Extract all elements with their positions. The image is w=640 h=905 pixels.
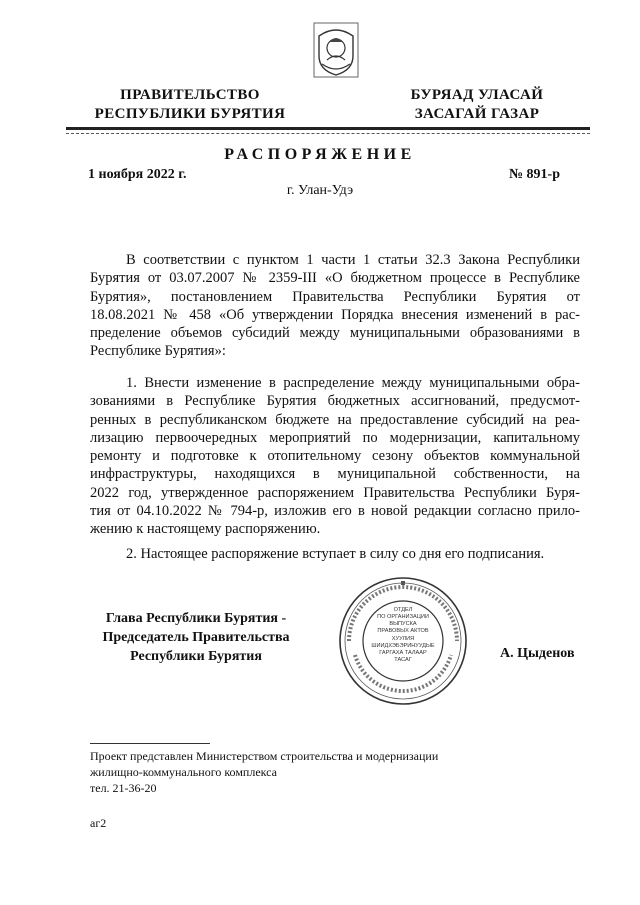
- signature-position: [80, 609, 312, 666]
- header-right-line1: БУРЯАД УЛАСАЙ: [410, 87, 544, 103]
- footer-phone: тел. 21-36-20: [90, 781, 157, 795]
- header-rule: [66, 127, 590, 130]
- svg-text:ШИИДХЭБЭРИНУУДЫЕ: ШИИДХЭБЭРИНУУДЫЕ: [371, 643, 435, 649]
- document-date: 1 ноября 2022 г.: [88, 167, 187, 182]
- document-title: РАСПОРЯЖЕНИЕ: [224, 146, 416, 163]
- footnote-rule: [90, 743, 210, 744]
- header-left-line2: РЕСПУБЛИКИ БУРЯТИЯ: [94, 106, 286, 122]
- svg-text:ХУУЛИЯ: ХУУЛИЯ: [391, 636, 415, 642]
- paragraph-item-2: [90, 545, 580, 563]
- paragraph-item-1: [90, 374, 580, 539]
- text-line: Бурятия», постановлением Правительства Республики Бурятия от: [90, 288, 580, 305]
- text-line: Республике Бурятия»:: [90, 343, 226, 360]
- footer-code: аг2: [90, 816, 107, 830]
- text-line: тия от 04.10.2022 № 794-р, изложив его в новой редакции согласно прило-: [90, 503, 580, 520]
- text-line: инфраструктуры, находящихся в муниципальной собственности, на: [90, 466, 580, 483]
- header-left-line1: ПРАВИТЕЛЬСТВО: [120, 87, 260, 103]
- text-line: 1. Внести изменение в распределение между муниципальными обра-: [126, 375, 580, 391]
- text-line: пределение объемов субсидий между муниципальными образованиями в: [90, 325, 580, 342]
- header-right: [392, 86, 562, 124]
- footer-line1: Проект представлен Министерством строительства и модернизации: [90, 749, 439, 763]
- document-number: № 891-р: [508, 167, 560, 182]
- signature-position-line3: Республики Бурятия: [130, 649, 262, 664]
- text-line: В соответствии с пунктом 1 части 1 статьи 32.3 Закона Республики: [126, 252, 580, 268]
- header-right-line2: ЗАСАГАЙ ГАЗАР: [414, 106, 540, 122]
- footer-note: [90, 748, 438, 796]
- header-left: [90, 86, 290, 124]
- svg-text:ОТДЕЛ: ОТДЕЛ: [393, 607, 413, 613]
- text-line: Бурятия от 03.07.2007 № 2359-III «О бюджетном процессе в Республике: [90, 270, 580, 287]
- svg-text:ТАСАГ: ТАСАГ: [394, 657, 412, 663]
- text-line: ренных в республиканском бюджете на предоставление субсидий на реа-: [90, 411, 580, 428]
- signature-position-line1: Глава Республики Бурятия -: [105, 611, 287, 626]
- text-line: ремонту и подготовке к отопительному сезону объектов коммунальной: [90, 448, 580, 465]
- document-city: г. Улан-Удэ: [286, 183, 354, 198]
- text-line: 2. Настоящее распоряжение вступает в силу со дня его подписания.: [126, 546, 545, 562]
- svg-text:ПО ОРГАНИЗАЦИИ: ПО ОРГАНИЗАЦИИ: [377, 614, 429, 620]
- signature-position-line2: Председатель Правительства: [102, 630, 290, 645]
- text-line: лизацию первоочередных мероприятий по модернизации, капитальному: [90, 429, 580, 446]
- text-line: 18.08.2021 № 458 «Об утверждении Порядка внесения изменений в рас-: [90, 306, 580, 323]
- svg-text:ВЫПУСКА: ВЫПУСКА: [389, 621, 417, 627]
- text-line: 2022 год, утвержденное распоряжением Правительства Республики Буря-: [90, 484, 580, 501]
- svg-text:ГАРГАХА ТАЛААР: ГАРГАХА ТАЛААР: [379, 650, 427, 656]
- signature-name: А. Цыденов: [500, 646, 575, 661]
- coat-of-arms-emblem: [313, 22, 359, 78]
- footer-line2: жилищно-коммунального комплекса: [90, 765, 277, 779]
- paragraph-preamble: [90, 251, 580, 361]
- svg-text:ПРАВОВЫХ АКТОВ: ПРАВОВЫХ АКТОВ: [377, 628, 429, 634]
- text-line: жению к настоящему распоряжению.: [90, 521, 321, 538]
- header-dotted-rule: [66, 133, 590, 134]
- text-line: зованиями в Республике Бурятия бюджетных ассигнований, предусмот-: [90, 393, 580, 410]
- official-stamp: [337, 575, 469, 707]
